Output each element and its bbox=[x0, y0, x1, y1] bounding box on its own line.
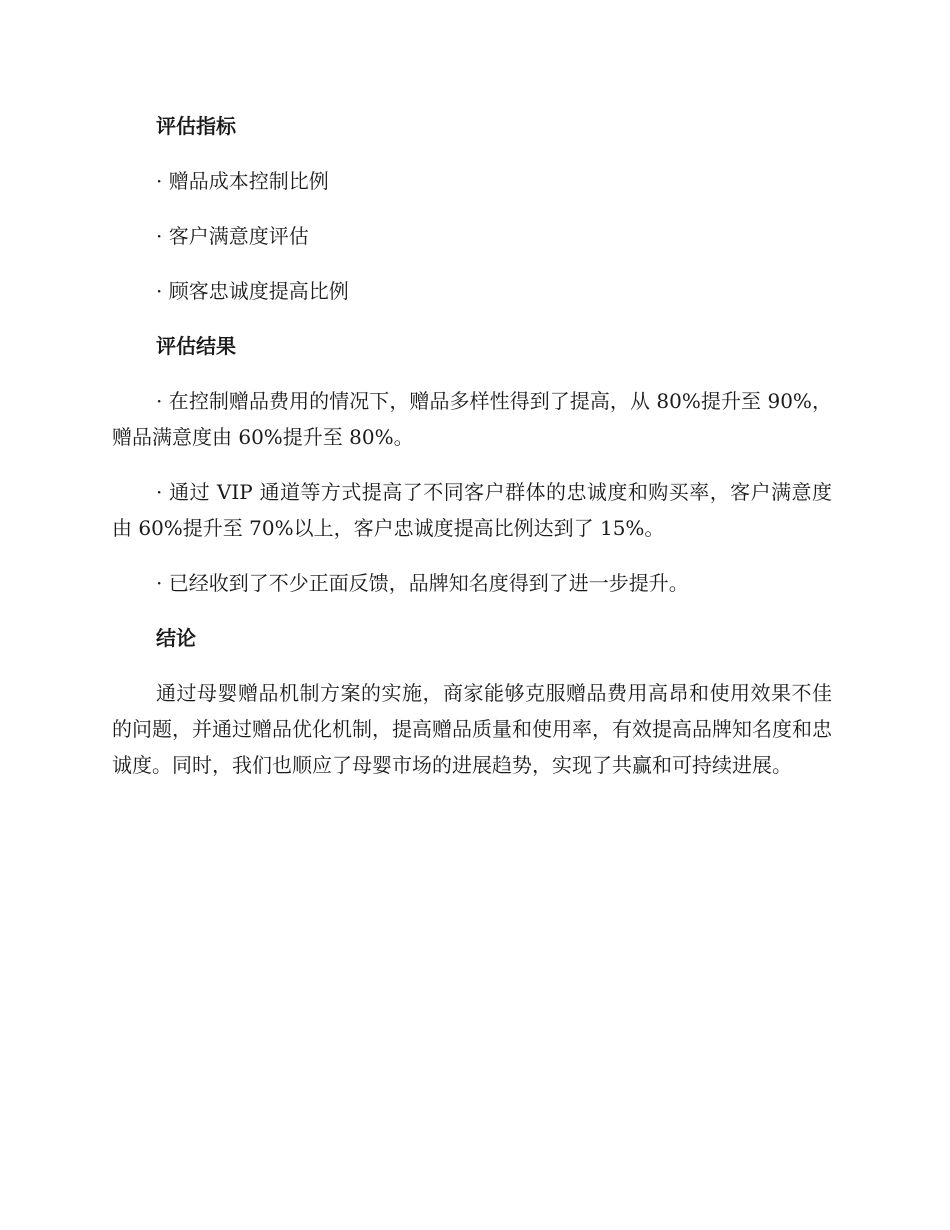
conclusion-paragraph: 通过母婴赠品机制方案的实施，商家能够克服赠品费用高昂和使用效果不佳的问题，并通过赠品优化机制，提高赠品质量和使用率，有效提高品牌知名度和忠诚度。同时，我们也顺应了母婴市场的进展趋势，实现了共赢和可持续进展。 bbox=[112, 681, 832, 777]
metric-item: · 顾客忠诚度提高比例 bbox=[156, 279, 349, 303]
result-item: · 已经收到了不少正面反馈，品牌知名度得到了进一步提升。 bbox=[156, 571, 689, 595]
section-heading-metrics: 评估指标 bbox=[156, 114, 236, 138]
result-item: · 在控制赠品费用的情况下，赠品多样性得到了提高，从 80%提升至 90%，赠品满意度由 60%提升至 80%。 bbox=[112, 389, 832, 449]
metric-item: · 赠品成本控制比例 bbox=[156, 169, 329, 193]
section-heading-conclusion: 结论 bbox=[156, 626, 196, 650]
section-heading-results: 评估结果 bbox=[156, 334, 236, 358]
document-page bbox=[112, 108, 832, 802]
metric-item: · 客户满意度评估 bbox=[156, 224, 309, 248]
result-item: · 通过 VIP 通道等方式提高了不同客户群体的忠诚度和购买率，客户满意度由 60%提升至 70%以上，客户忠诚度提高比例达到了 15%。 bbox=[112, 480, 832, 540]
